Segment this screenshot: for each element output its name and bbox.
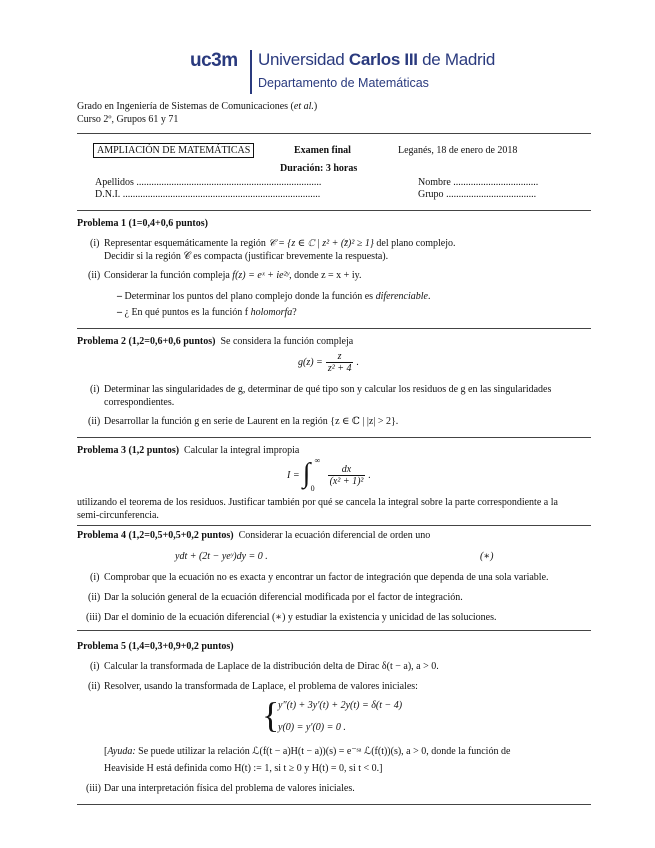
apellidos-label: Apellidos — [95, 177, 134, 188]
p1-item-ii-line1 — [104, 270, 361, 281]
p5-hint-line2: Heaviside H está definida como H(t) := 1, si t ≥ 0 y H(t) = 0, si t < 0.] — [104, 763, 383, 774]
p1-bullet-1 — [117, 291, 430, 302]
university-post: de Madrid — [417, 50, 496, 69]
p5-hint-label: Ayuda: — [107, 746, 136, 757]
p2-formula — [298, 351, 359, 374]
dni-dots: ............................................................................... — [122, 189, 321, 200]
p1-i-math: 𝒞 = {z ∈ ℂ | z² + (z̄)² ≥ 1} — [268, 238, 374, 249]
p2-fraction — [326, 351, 354, 374]
p1-ii-math: f(z) = eˣ + ie²ʸ, — [232, 270, 292, 281]
dash-icon: – — [117, 307, 122, 318]
p5-hint-line1: [Ayuda: Se puede utilizar la relación ℒ(f(t − a)H(t − a))(s) = e⁻ˢᵃ ℒ(f(t))(s), a > 0, donde la función de — [104, 746, 511, 757]
p2-formula-end: . — [356, 357, 359, 368]
section-rule — [77, 630, 591, 631]
p5-item-ii-line1: Resolver, usando la transformada de Laplace, el problema de valores iniciales: — [104, 681, 418, 692]
p1-b1-pre: Determinar los puntos del plano complejo donde la función es — [124, 291, 376, 302]
p2-item-ii-label: (ii) — [88, 416, 101, 427]
dni-field[interactable] — [95, 189, 320, 200]
p3-num: dx — [341, 463, 352, 475]
section-rule — [77, 210, 591, 211]
problem-3-intro: Calcular la integral impropia — [184, 445, 300, 456]
p2-den: z² + 4 — [327, 363, 352, 374]
p5-system-line1: y″(t) + 3y′(t) + 2y(t) = δ(t − 4) — [278, 700, 403, 711]
p5-item-iii-line1: Dar una interpretación física del problema de valores iniciales. — [104, 783, 355, 794]
problem-3-header — [77, 445, 299, 456]
p1-ii-pre: Considerar la función compleja — [104, 270, 230, 281]
logo-divider — [250, 50, 252, 94]
p3-text-line1: utilizando el teorema de los residuos. Justificar también por qué se cancela la integral sobre la parte correspondiente a la — [77, 497, 558, 508]
p3-text-line2: semi-circunferencia. — [77, 510, 159, 521]
p4-item-ii-line1: Dar la solución general de la ecuación diferencial modificada por el factor de integración. — [104, 592, 463, 603]
section-rule — [77, 328, 591, 329]
problem-4-header — [77, 530, 430, 541]
apellidos-dots: .......................................................................... — [136, 177, 322, 188]
subject-box: AMPLIACIÓN DE MATEMÁTICAS — [93, 143, 254, 158]
p1-b2-post: ? — [292, 307, 297, 318]
problem-2-intro: Se considera la función compleja — [220, 336, 354, 347]
p1-item-ii-label: (ii) — [88, 270, 101, 281]
course-line: Curso 2º, Grupos 61 y 71 — [77, 114, 179, 125]
bottom-rule — [77, 804, 591, 805]
problem-1-title: Problema 1 (1=0,4+0,6 puntos) — [77, 218, 208, 229]
dni-label: D.N.I. — [95, 189, 121, 200]
p3-den: (x² + 1)² — [329, 475, 364, 487]
nombre-label: Nombre — [418, 177, 451, 188]
degree-etal: et al. — [293, 101, 314, 112]
p1-b2-it: holomorfa — [250, 307, 293, 318]
p1-bullet-2 — [117, 307, 297, 318]
integral-sign — [303, 458, 325, 492]
problem-5-title: Problema 5 (1,4=0,3+0,9+0,2 puntos) — [77, 641, 234, 652]
p1-i-pre: Representar esquemáticamente la región — [104, 238, 266, 249]
p3-formula — [287, 458, 371, 492]
integral-upper: ∞ — [314, 456, 321, 465]
p1-item-i-label: (i) — [90, 238, 100, 249]
p4-equation-tag: (∗) — [480, 551, 494, 562]
header-rule — [77, 133, 591, 134]
p2-item-i-line1: Determinar las singularidades de g, determinar de qué tipo son y calcular los residuos de g en las singularidades — [104, 384, 552, 395]
grupo-field[interactable] — [418, 189, 536, 200]
p5-system-line2: y(0) = y′(0) = 0 . — [278, 722, 346, 733]
p1-b2-pre: ¿ En qué puntos es la función f — [124, 307, 251, 318]
integral-lower: 0 — [310, 484, 315, 493]
dash-icon: – — [117, 291, 122, 302]
p2-formula-lhs: g(z) = — [298, 357, 323, 368]
degree-text: Grado en Ingeniería de Sistemas de Comunicaciones ( — [77, 101, 294, 112]
degree-line — [77, 101, 317, 112]
place-date: Leganés, 18 de enero de 2018 — [398, 145, 518, 156]
left-brace: { — [262, 695, 280, 735]
p3-fraction — [328, 464, 366, 487]
nombre-dots: .................................. — [453, 177, 539, 188]
p1-b1-post: . — [427, 291, 431, 302]
problem-4-title: Problema 4 (1,2=0,5+0,5+0,2 puntos) — [77, 530, 234, 541]
nombre-field[interactable] — [418, 177, 538, 188]
section-rule — [77, 525, 591, 526]
p4-item-iii-line1: Dar el dominio de la ecuación diferencial (∗) y estudiar la existencia y unicidad de las soluciones. — [104, 612, 497, 623]
apellidos-field[interactable] — [95, 177, 321, 188]
grupo-dots: .................................... — [446, 189, 537, 200]
p1-ii-post: donde z = x + iy. — [294, 270, 362, 281]
problem-4-intro: Considerar la ecuación diferencial de orden uno — [238, 530, 431, 541]
p3-formula-lhs: I = — [287, 469, 300, 481]
p5-hint-text1: Se puede utilizar la relación ℒ(f(t − a)H(t − a))(s) = e⁻ˢᵃ ℒ(f(t))(s), a > 0, donde la función de — [138, 746, 511, 757]
p5-item-iii-label: (iii) — [86, 783, 101, 794]
p5-item-i-label: (i) — [90, 661, 100, 672]
degree-close: ) — [313, 101, 318, 112]
integral-glyph: ∫ — [302, 458, 311, 489]
p1-item-i-line2: Decidir si la región 𝒞 es compacta (justificar brevemente la respuesta). — [104, 251, 389, 262]
p4-item-ii-label: (ii) — [88, 592, 101, 603]
p4-item-i-line1: Comprobar que la ecuación no es exacta y encontrar un factor de integración que dependa de una sola variable. — [104, 572, 549, 583]
university-bold: Carlos III — [348, 50, 418, 69]
p5-item-ii-label: (ii) — [88, 681, 101, 692]
university-name — [258, 50, 495, 70]
exam-type: Examen final — [294, 145, 351, 156]
p1-item-i-line1 — [104, 238, 456, 249]
p4-item-i-label: (i) — [90, 572, 100, 583]
university-pre: Universidad — [258, 50, 349, 69]
p1-i-post: del plano complejo. — [376, 238, 456, 249]
p4-equation: ydt + (2t − yeʸ)dy = 0 . — [175, 551, 268, 562]
problem-2-header — [77, 336, 353, 347]
department-name: Departamento de Matemáticas — [258, 76, 429, 90]
uc3m-logo: uc3m — [190, 50, 238, 71]
p1-b1-it: diferenciable — [375, 291, 428, 302]
grupo-label: Grupo — [418, 189, 444, 200]
section-rule — [77, 437, 591, 438]
p2-num: z — [337, 351, 342, 362]
p4-item-iii-label: (iii) — [86, 612, 101, 623]
p3-formula-end: . — [368, 469, 371, 481]
duration: Duración: 3 horas — [280, 163, 358, 174]
p2-item-i-label: (i) — [90, 384, 100, 395]
p2-item-i-line2: correspondientes. — [104, 397, 175, 408]
p5-item-i-line1: Calcular la transformada de Laplace de la distribución delta de Dirac δ(t − a), a > 0. — [104, 661, 439, 672]
problem-3-title: Problema 3 (1,2 puntos) — [77, 445, 180, 456]
problem-2-title: Problema 2 (1,2=0,6+0,6 puntos) — [77, 336, 216, 347]
p2-item-ii-line1: Desarrollar la función g en serie de Laurent en la región {z ∈ ℂ | |z| > 2}. — [104, 416, 399, 427]
